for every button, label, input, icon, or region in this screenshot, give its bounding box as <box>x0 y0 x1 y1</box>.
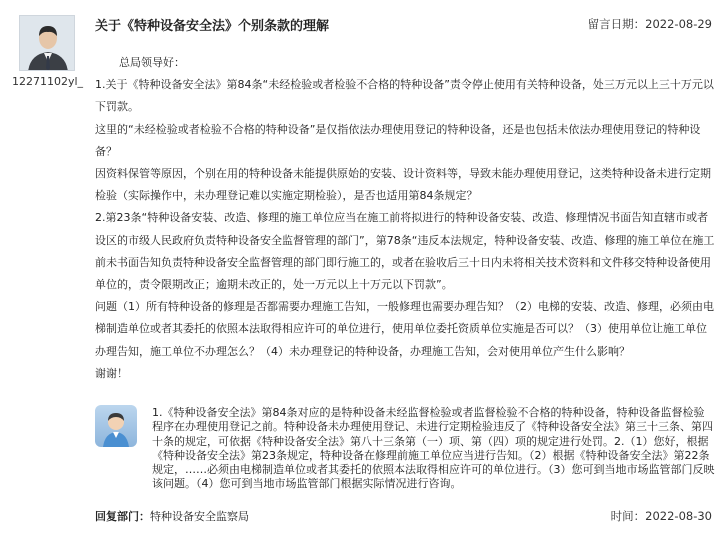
message-thanks: 谢谢！ <box>95 366 128 380</box>
greeting: 总局领导好： <box>119 56 185 69</box>
reply-time-value: 2022-08-30 <box>645 509 712 523</box>
message-title: 关于《特种设备安全法》个别条款的理解 <box>95 19 330 34</box>
message-date-label: 留言日期： <box>587 17 646 31</box>
reply-avatar <box>95 405 137 447</box>
reply-department-label: 回复部门： <box>95 510 150 523</box>
reply-text: 1.《特种设备安全法》第84条对应的是特种设备未经监督检验或者监督检验不合格的特种设备，特种设备监督检验程序在办理使用登记之前。特种设备未办理使用登记、未进行定期检验违反了《特种设备安全法》第三十三条、第四十条的规定，可依据《特种设备安全法》第八十三条第（一）项、第（四）项的规定进行处罚。2.（1）您好，根据《特种设备安全法》第23条规定，特种设备在修理前施工单位应当进行告知。（2）根据《特种设备安全法》第22条规定，……必须由电梯制造单位或者其委托的依照本法取得相应许可的单位进行。（3）您可到当地市场监管部门反映该问题。（4）您可到当地市场监管部门根据实际情况进行咨询。 <box>152 406 715 491</box>
message-date <box>588 16 712 32</box>
reply-department <box>95 508 249 524</box>
person-avatar-icon <box>20 16 75 71</box>
reply-department-value: 特种设备安全监察局 <box>150 510 249 523</box>
message-paragraph: 1.关于《特种设备安全法》第84条“未经检验或者检验不合格的特种设备”责令停止使用有关特种设备，处三万元以上三十万元以下罚款。 <box>95 78 714 114</box>
message-paragraph: 这里的“未经检验或者检验不合格的特种设备”是仅指依法办理使用登记的特种设备，还是也包括未依法办理使用登记的特种设备？ <box>95 122 701 158</box>
reply-person-icon <box>95 405 137 447</box>
message-date-value: 2022-08-29 <box>645 17 712 31</box>
reply-time-label: 时间： <box>610 509 646 523</box>
reply-time <box>611 508 712 524</box>
user-avatar <box>19 15 75 71</box>
username: 12271102yl_ <box>12 75 84 88</box>
message-body <box>95 52 717 385</box>
message-paragraph: 问题（1）所有特种设备的修理是否都需要办理施工告知，一般修理也需要办理告知？（2）电梯的安装、改造、修理，必须由电梯制造单位或者其委托的依照本法取得相应许可的单位进行，使用单位委托资质单位实施是否可以？（3）使用单位让施工单位办理告知，施工单位不办理怎么？（4）未办理登记的特种设备，办理施工告知，会对使用单位产生什么影响？ <box>95 300 714 358</box>
message-paragraph: 因资料保管等原因，个别在用的特种设备未能提供原始的安装、设计资料等，导致未能办理使用登记，这类特种设备未进行定期检验（实际操作中，未办理登记难以实施定期检验），是否也适用第84条规定？ <box>95 167 711 203</box>
message-paragraph: 2.第23条“特种设备安装、改造、修理的施工单位应当在施工前将拟进行的特种设备安装、改造、修理情况书面告知直辖市或者设区的市级人民政府负责特种设备安全监督管理的部门”，第78条“违反本法规定，特种设备安装、改造、修理的施工单位在施工前未书面告知负责特种设备安全监督管理的部门即行施工的，或者在验收后三十日内未将相关技术资料和文件移交特种设备使用单位的，责令限期改正；逾期未改正的，处一万元以上十万元以下罚款”。 <box>95 211 715 292</box>
